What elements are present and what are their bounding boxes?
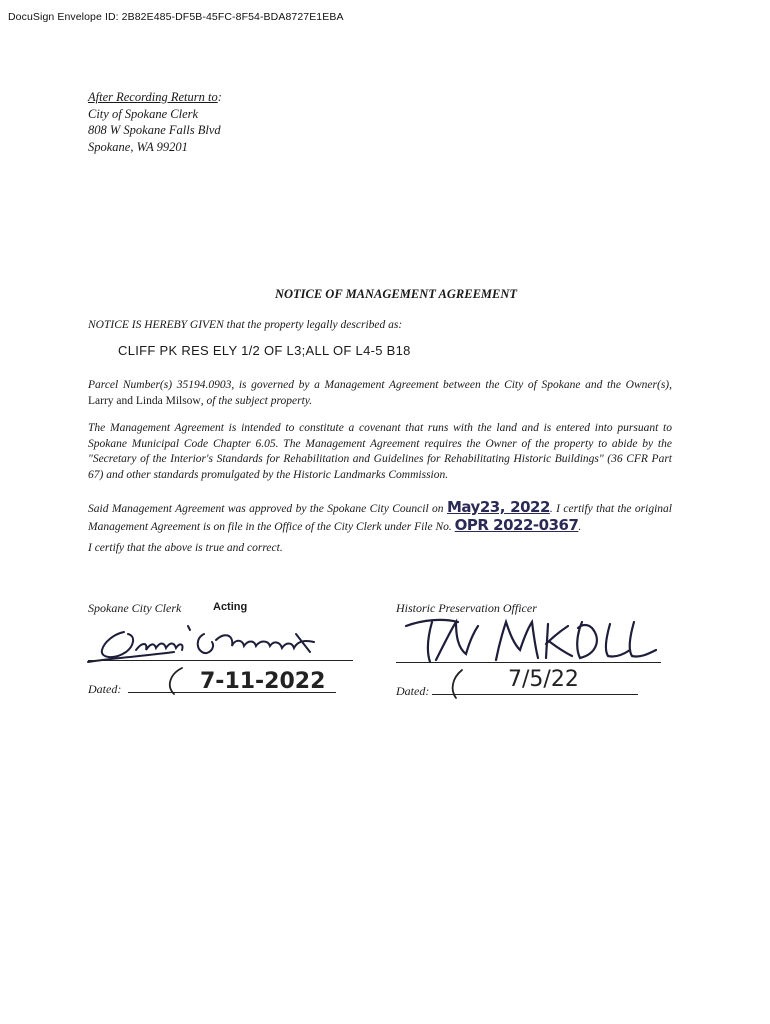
return-to-colon: : — [217, 90, 222, 104]
covenant-paragraph: The Management Agreement is intended to constitute a covenant that runs with the land and is entered into pursuant to Spokane Municipal Code Chapter 6.05. The Management Agreement requires the Owner of the property to abide by the "Secretary of the Interior's Standards for Rehabilitation and Guidelines for Rehabilitating Historic Buildings" (36 CFR Part 67) and other standards promulgated by the Historic Landmarks Commission. — [88, 422, 672, 481]
hpo-signature — [396, 610, 664, 670]
approval-certify-text: . I certify that the original Management Agreement is on file in the Office of the City Clerk under File No. — [88, 503, 672, 533]
document-title: NOTICE OF MANAGEMENT AGREEMENT — [274, 287, 518, 301]
return-address-line-1: City of Spokane Clerk — [88, 106, 199, 121]
notice-intro: NOTICE IS HEREBY GIVEN that the property legally described as: — [88, 319, 403, 331]
return-to-label: After Recording Return to — [88, 90, 218, 104]
clerk-signature — [84, 612, 359, 674]
return-address-block — [88, 89, 222, 155]
hpo-title-label: Historic Preservation Officer — [396, 601, 537, 615]
clerk-date-line — [128, 692, 336, 693]
hpo-date-line — [432, 694, 638, 695]
clerk-date-handwritten: 7-11-2022 — [200, 669, 326, 694]
legal-description: CLIFF PK RES ELY 1/2 OF L3;ALL OF L4-5 B18 — [118, 343, 411, 358]
file-number-handwritten: OPR 2022-0367 — [454, 515, 579, 534]
hpo-date-handwritten: 7/5/22 — [508, 667, 579, 692]
certify-statement: I certify that the above is true and correct. — [88, 542, 283, 554]
hpo-dated-label: Dated: — [396, 684, 430, 698]
owner-names: Larry and Linda Milsow — [88, 394, 201, 407]
clerk-title-label: Spokane City Clerk — [88, 601, 182, 615]
document-title-wrap — [0, 287, 770, 302]
approval-text: Said Management Agreement was approved by the Spokane City Council on — [88, 503, 444, 515]
acting-label: Acting — [213, 601, 248, 613]
parcel-paragraph — [88, 378, 672, 409]
parcel-text: Parcel Number(s) 35194.0903, is governed by a Management Agreement between the City of Spokane and the Owner(s), — [88, 379, 672, 391]
return-address-line-3: Spokane, WA 99201 — [88, 139, 188, 154]
parcel-suffix: , of the subject property. — [200, 394, 313, 407]
approval-period: . — [578, 520, 582, 533]
hpo-signature-line — [396, 662, 661, 663]
docusign-envelope-id: DocuSign Envelope ID: 2B82E485-DF5B-45FC-8F54-BDA8727E1EBA — [8, 11, 344, 23]
approval-date-handwritten: May23, 2022 — [446, 498, 550, 516]
clerk-signature-line — [88, 660, 353, 661]
clerk-dated-label: Dated: — [88, 682, 122, 696]
approval-paragraph — [88, 500, 672, 535]
return-address-line-2: 808 W Spokane Falls Blvd — [88, 123, 221, 137]
